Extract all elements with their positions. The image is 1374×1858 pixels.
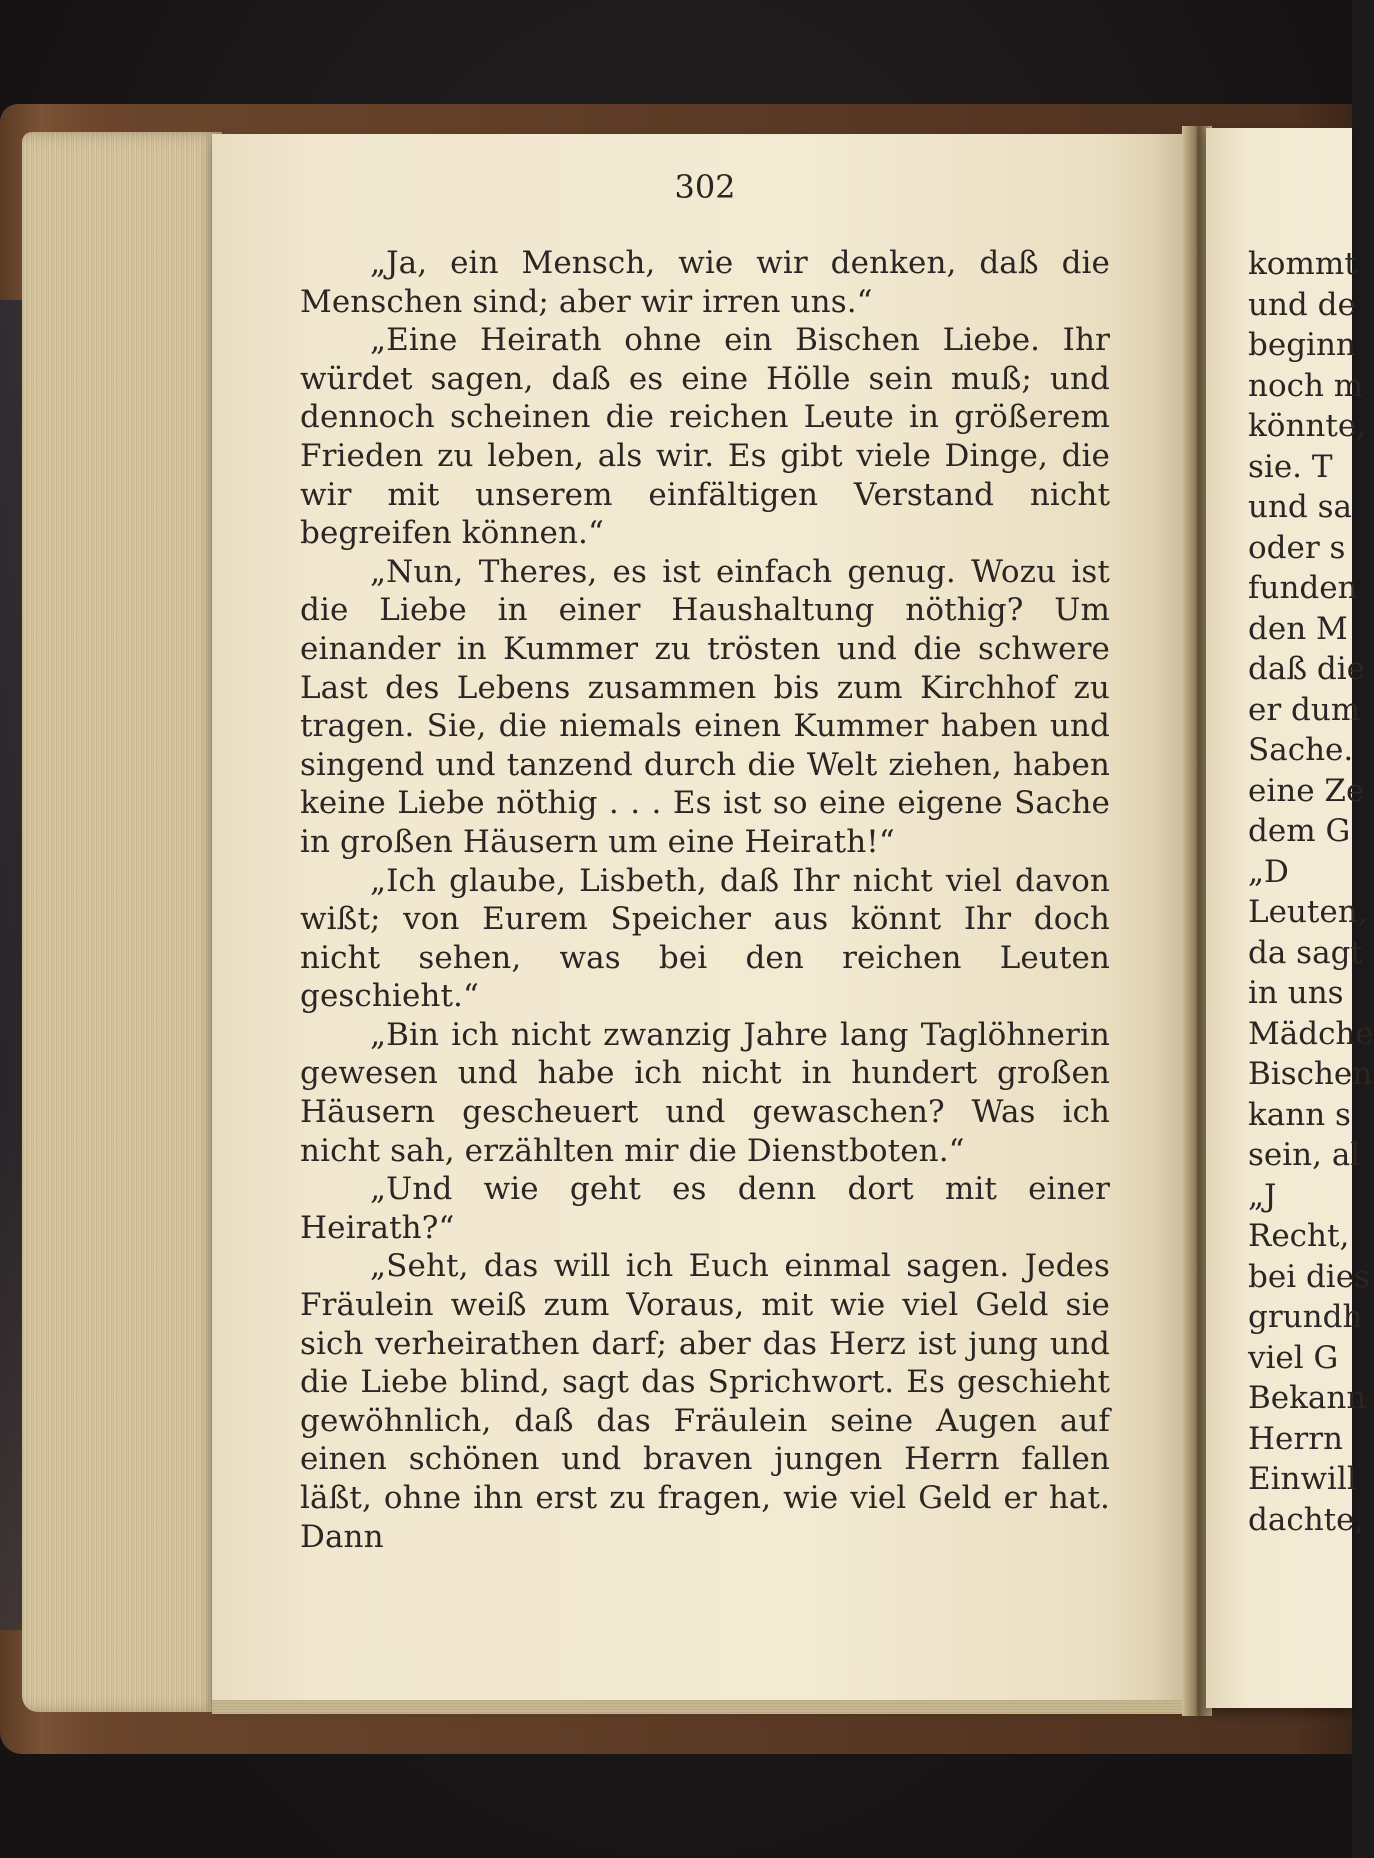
next-page-line: noch m bbox=[1248, 367, 1364, 404]
paragraph: „Bin ich nicht zwanzig Jahre lang Taglöhnerin gewesen und habe ich nicht in hundert großen Häusern gescheuert und gewaschen? Was ich nicht sah, erzählten mir die Dienstboten.“ bbox=[300, 1016, 1110, 1169]
page-bottom-edge bbox=[212, 1700, 1202, 1714]
next-page-line: Herrn bbox=[1248, 1420, 1343, 1457]
next-page-line: kann s bbox=[1248, 1096, 1351, 1133]
next-page-line: sein, al bbox=[1248, 1137, 1361, 1173]
next-page-line: kommt bbox=[1248, 246, 1357, 282]
page-text bbox=[300, 244, 1110, 1556]
paragraph: „Und wie geht es denn dort mit einer Heirath?“ bbox=[300, 1171, 1110, 1246]
next-page-line: Recht, bbox=[1248, 1218, 1350, 1254]
next-page-line: Einwill bbox=[1248, 1461, 1357, 1497]
next-page-line: sie. T bbox=[1248, 448, 1333, 485]
next-page-line: er dum bbox=[1248, 691, 1361, 728]
next-page-line: beginn bbox=[1248, 327, 1356, 363]
next-page-line: „J bbox=[1248, 1177, 1277, 1214]
next-page-line: Bekann bbox=[1248, 1380, 1367, 1416]
paragraph: „Ich glaube, Lisbeth, daß Ihr nicht viel davon wißt; von Eurem Speicher aus könnt Ihr doch nicht sehen, was bei den reichen Leuten geschieht.“ bbox=[300, 862, 1110, 1015]
next-page-line: da sagt bbox=[1248, 934, 1363, 971]
next-page-line: Mädche bbox=[1248, 1015, 1374, 1052]
paragraph: „Seht, das will ich Euch einmal sagen. Jedes Fräulein weiß zum Voraus, mit wie viel Geld sie sich verheirathen darf; aber das Herz ist jung und die Liebe blind, sagt das Sprichwort. Es geschieht gewöhnlich, daß das Fräulein seine Augen auf einen schönen und braven jungen Herrn fallen läßt, ohne ihn erst zu fragen, wie viel Geld er hat. Dann bbox=[300, 1248, 1110, 1555]
next-page-line: Bischen bbox=[1248, 1056, 1373, 1092]
paragraph: „Eine Heirath ohne ein Bischen Liebe. Ihr würdet sagen, daß es eine Hölle sein muß; und dennoch scheinen die reichen Leute in größerem Frieden zu leben, als wir. Es gibt viele Dinge, die wir mit unserem einfältigen Verstand nicht begreifen können.“ bbox=[300, 322, 1110, 552]
page-number: 302 bbox=[674, 168, 736, 206]
next-page-line: dachte, bbox=[1248, 1501, 1365, 1538]
paragraph: „Nun, Theres, es ist einfach genug. Wozu ist die Liebe in einer Haushaltung nöthig? Um einander in Kummer zu trösten und die schwere Last des Lebens zusammen bis zum Kirchhof zu tragen. Sie, die niemals einen Kummer haben und singend und tanzend durch die Welt ziehen, haben keine Liebe nöthig . . . Es ist so eine eigene Sache in großen Häusern um eine Heirath!“ bbox=[300, 553, 1110, 860]
next-page-line: und sa bbox=[1248, 489, 1353, 525]
next-page-line: Leuten, bbox=[1248, 894, 1368, 930]
next-page-text bbox=[1248, 244, 1374, 1540]
next-page-line: den M bbox=[1248, 610, 1348, 647]
paragraph: „Ja, ein Mensch, wie wir denken, daß die Menschen sind; aber wir irren uns.“ bbox=[300, 245, 1110, 320]
next-page-line: und de bbox=[1248, 286, 1356, 323]
next-page-line: Sache. bbox=[1248, 732, 1354, 768]
next-page-line: funden bbox=[1248, 570, 1358, 606]
next-page-line: dem G bbox=[1248, 813, 1351, 849]
next-page-line: daß die bbox=[1248, 651, 1365, 687]
next-page-line: in uns bbox=[1248, 975, 1344, 1011]
next-page-line: oder s bbox=[1248, 529, 1346, 566]
page-stack-edges bbox=[22, 132, 222, 1712]
next-page-line: eine Ze bbox=[1248, 772, 1365, 809]
next-page-line: bei dies bbox=[1248, 1258, 1370, 1295]
next-page-line: viel G bbox=[1248, 1339, 1339, 1376]
next-page-line: grundh bbox=[1248, 1299, 1363, 1335]
next-page-line: könnte, bbox=[1248, 408, 1367, 444]
next-page-line: „D bbox=[1248, 853, 1289, 890]
